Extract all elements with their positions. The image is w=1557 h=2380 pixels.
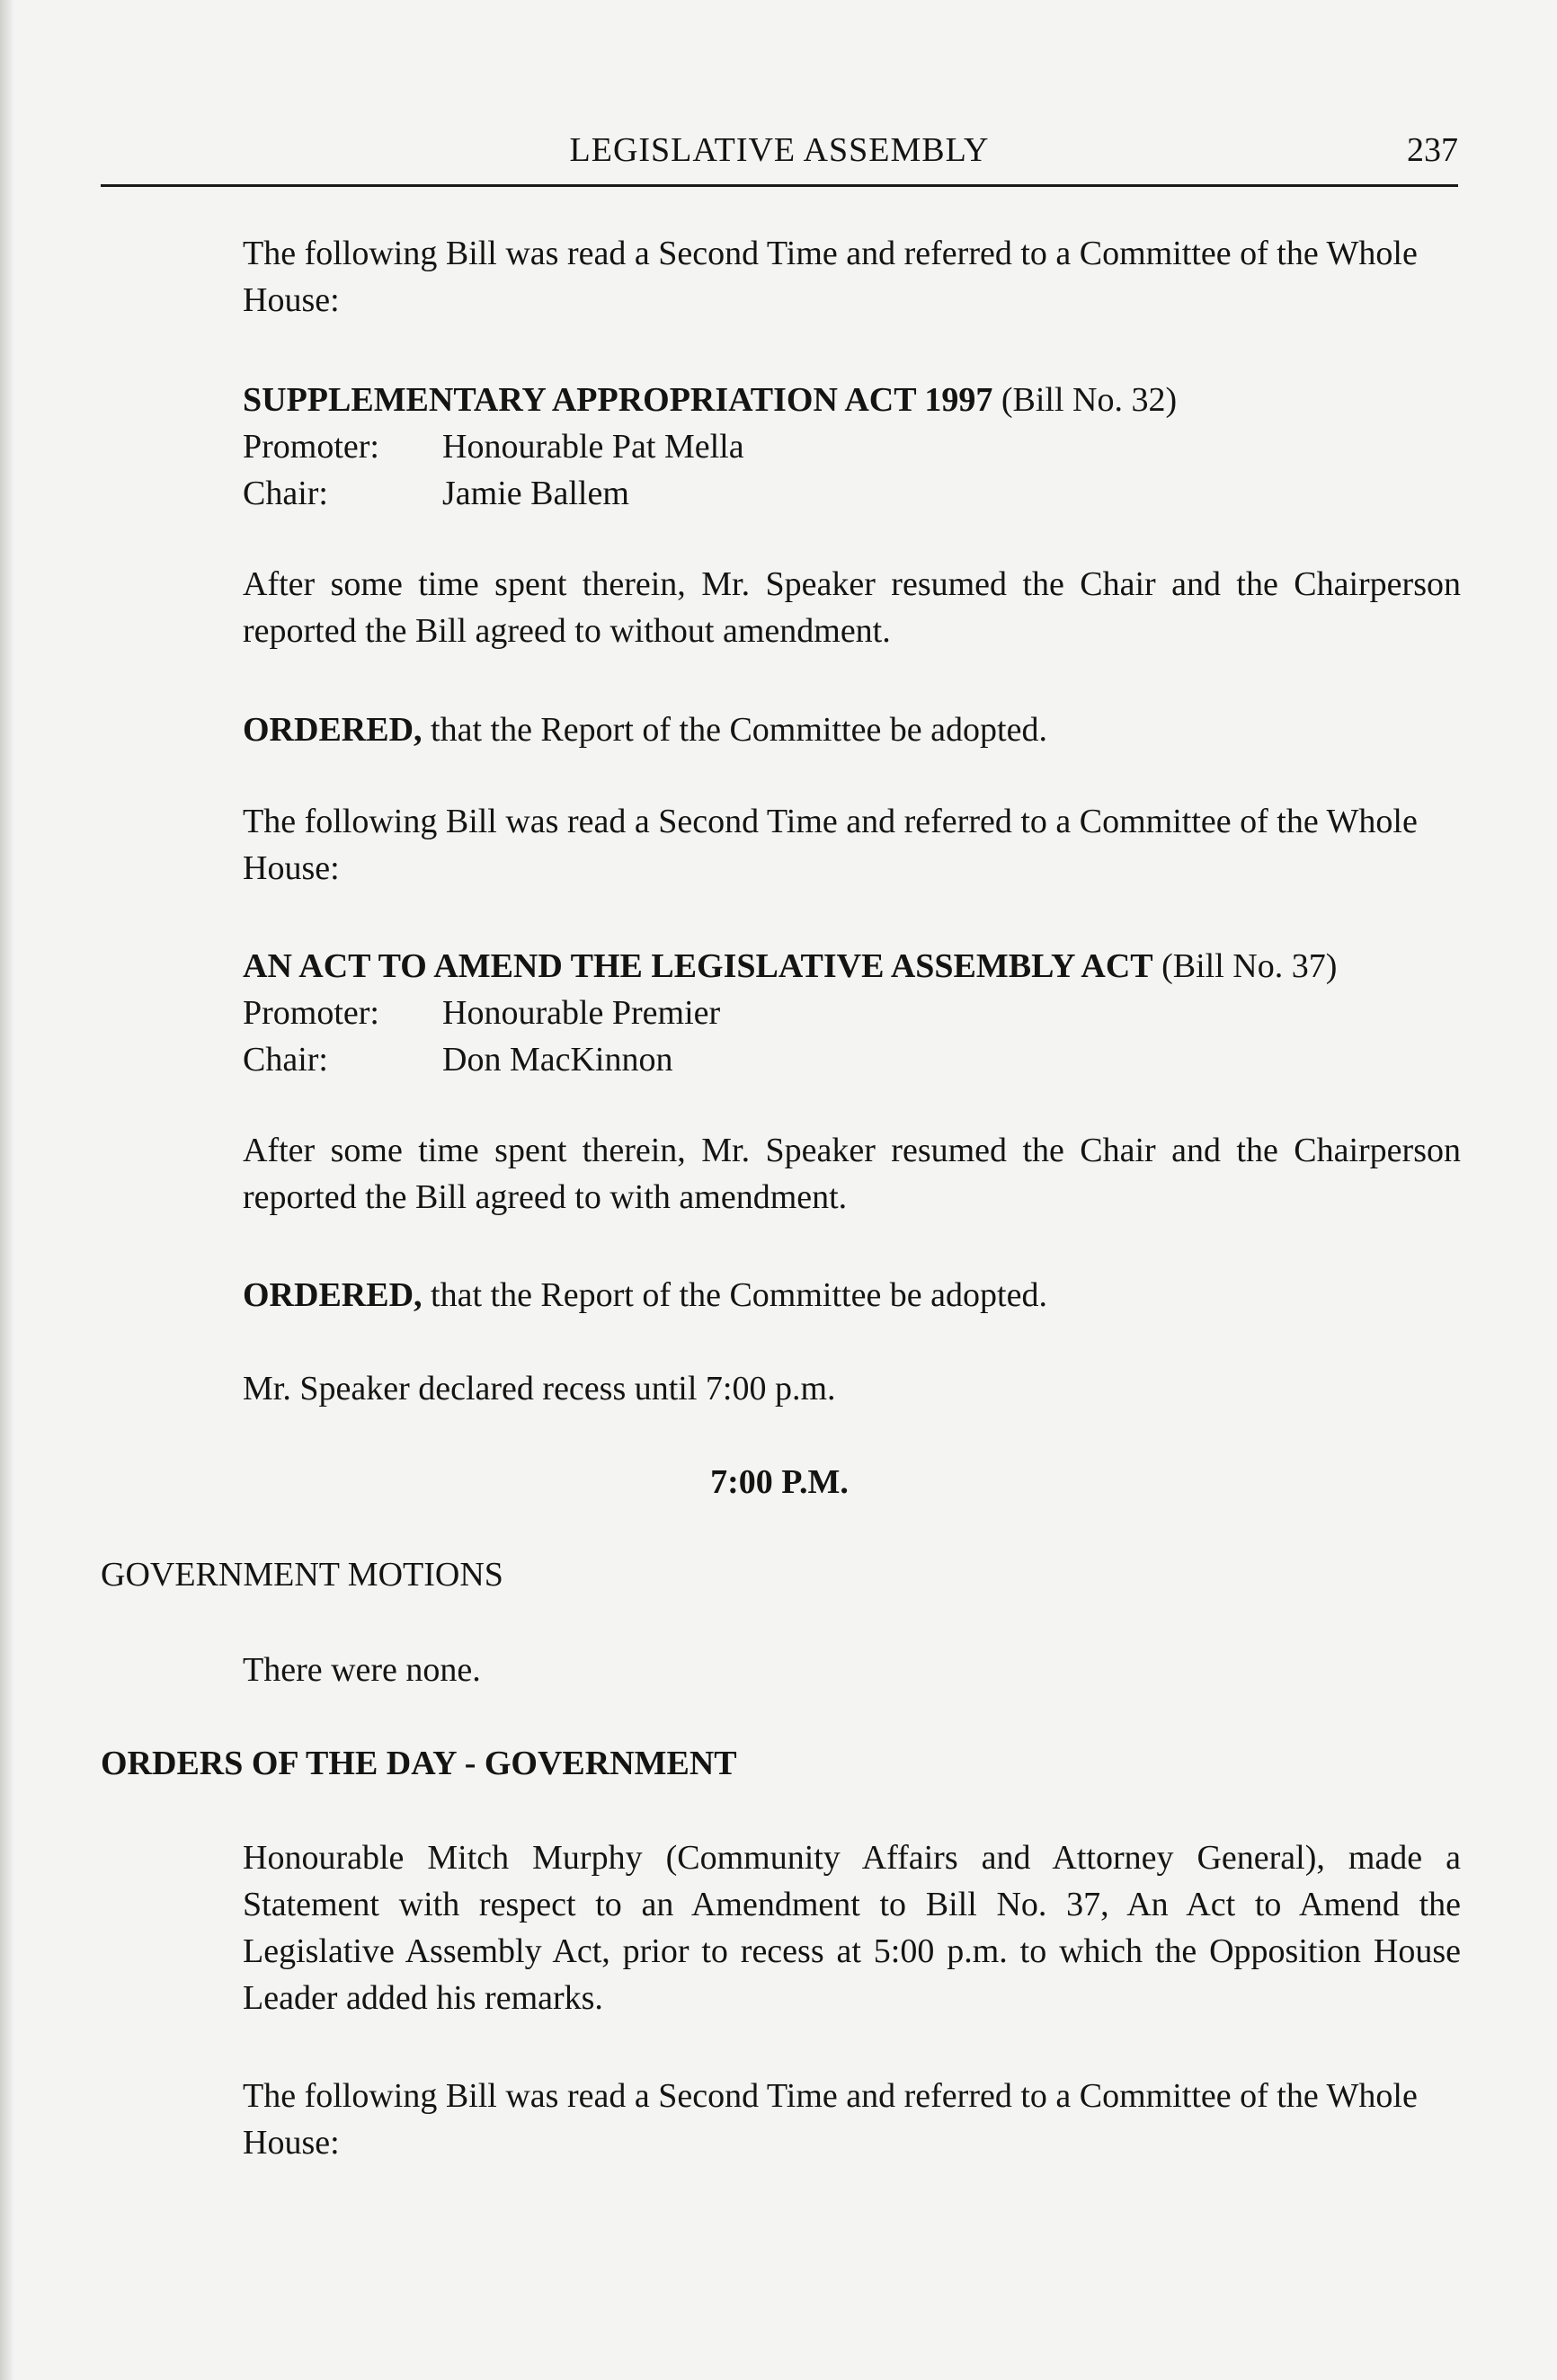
ordered-text: that the Report of the Committee be adopted. <box>422 1276 1047 1314</box>
running-header <box>101 130 1458 187</box>
ordered-paragraph-2 <box>243 1272 1461 1319</box>
section-heading-orders-of-the-day: ORDERS OF THE DAY - GOVERNMENT <box>101 1745 737 1782</box>
bill-title: SUPPLEMENTARY APPROPRIATION ACT 1997 <box>243 381 993 419</box>
chair-label: Chair: <box>243 1041 328 1079</box>
section-heading-government-motions: GOVERNMENT MOTIONS <box>101 1556 503 1594</box>
chair-name: Don MacKinnon <box>442 1041 673 1079</box>
ordered-text: that the Report of the Committee be adopted. <box>422 711 1047 749</box>
promoter-row <box>243 423 1461 470</box>
chair-name: Jamie Ballem <box>442 475 629 512</box>
paragraph-recess: Mr. Speaker declared recess until 7:00 p.m. <box>243 1370 836 1408</box>
ordered-label: ORDERED, <box>243 711 423 749</box>
chair-label: Chair: <box>243 475 328 512</box>
chair-row <box>243 1036 1461 1083</box>
time-heading: 7:00 P.M. <box>710 1463 849 1501</box>
bill-number: (Bill No. 37) <box>1152 947 1338 985</box>
page-edge-shadow <box>0 0 14 2380</box>
ordered-label: ORDERED, <box>243 1276 423 1314</box>
paragraph-second-reading-1: The following Bill was read a Second Time and referred to a Committee of the Whole House: <box>243 235 1418 319</box>
promoter-label: Promoter: <box>243 428 379 466</box>
promoter-name: Honourable Premier <box>442 994 721 1032</box>
bill-title-row <box>243 943 1461 990</box>
paragraph-committee-report-2: After some time spent therein, Mr. Speaker resumed the Chair and the Chairperson reported the Bill agreed to with amendment. <box>243 1132 1461 1216</box>
promoter-name: Honourable Pat Mella <box>442 428 744 466</box>
bill-title: AN ACT TO AMEND THE LEGISLATIVE ASSEMBLY ACT <box>243 947 1153 985</box>
paragraph-none: There were none. <box>243 1651 481 1689</box>
ordered-paragraph-1 <box>243 706 1461 753</box>
paragraph-statement: Honourable Mitch Murphy (Community Affairs and Attorney General), made a Statement with respect to an Amendment to Bill No. 37, An Act to Amend the Legislative Assembly Act, prior to recess at 5:00 p.m. to which the Opposition House Leader added his remarks. <box>243 1839 1461 2017</box>
bill-block-2 <box>243 943 1461 1083</box>
paragraph-second-reading-2: The following Bill was read a Second Time and referred to a Committee of the Whole House: <box>243 803 1418 887</box>
header-title: LEGISLATIVE ASSEMBLY <box>569 131 990 169</box>
bill-title-row <box>243 377 1461 423</box>
promoter-label: Promoter: <box>243 994 379 1032</box>
page-number: 237 <box>1407 131 1458 169</box>
bill-block-1 <box>243 377 1461 517</box>
paragraph-second-reading-3: The following Bill was read a Second Time and referred to a Committee of the Whole House: <box>243 2077 1418 2162</box>
chair-row <box>243 470 1461 517</box>
promoter-row <box>243 990 1461 1036</box>
bill-number: (Bill No. 32) <box>992 381 1178 419</box>
paragraph-committee-report-1: After some time spent therein, Mr. Speaker resumed the Chair and the Chairperson reported the Bill agreed to without amendment. <box>243 565 1461 650</box>
